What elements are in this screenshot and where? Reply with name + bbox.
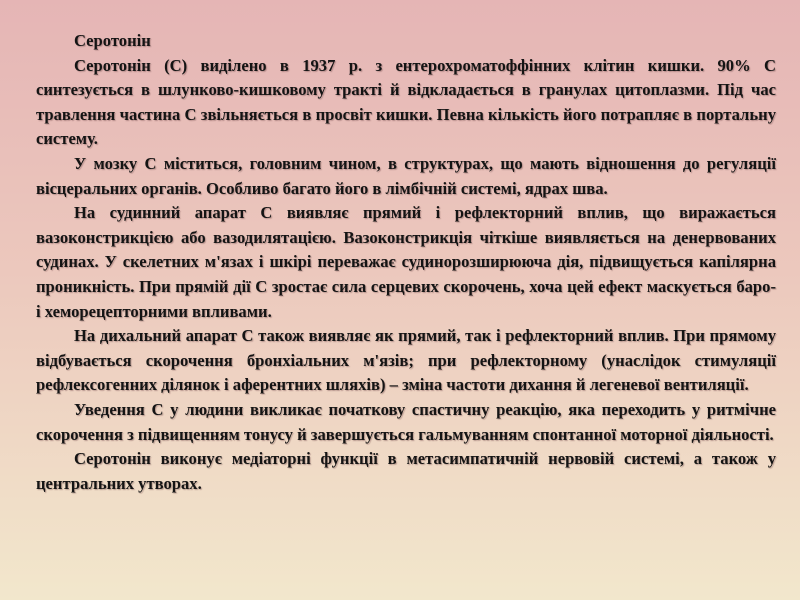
paragraph-administration: Уведення С у людини викликає початкову спастичну реакцію, яка переходить у ритмічне скорочення з підвищенням тонусу й завершується гальмуванням спонтанної моторної діяльності. [36,399,776,444]
paragraph-mediator: Серотонін виконує медіаторні функції в метасимпатичній нервовій системі, а також у центральних утворах. [36,449,776,493]
text-block [36,29,776,496]
paragraph-respiratory: На дихальний апарат С також виявляє як прямий, так і рефлекторний вплив. При прямому відбувається скорочення бронхіальних м'язів; при рефлекторному (унаслідок стимуляції рефлексогенних ділянок і аферентних шляхів) – зміна частоти дихання й легеневої вентиляції. [36,326,776,395]
document-title: Серотонін [74,31,151,50]
paragraph-brain: У мозку С міститься, головним чином, в структурах, що мають відношення до регуляції вісцеральних органів. Особливо багато його в лімбічній системі, ядрах шва. [36,153,776,198]
paragraph-vascular: На судинний апарат С виявляє прямий і рефлекторний вплив, що виражається вазоконстрикцією або вазодилятацією. Вазоконстрикція чіткіше виявляється на денервованих судинах. У скелетних м'язах і шкірі переважає судинорозширююча дія, підвищується капілярна проникність. При прямій дії С зростає сила серцевих скорочень, хоча цей ефект маскується баро- і хеморецепторними впливами. [36,203,776,321]
paragraph-origin: Серотонін (С) виділено в 1937 р. з ентерохроматоффінних клітин кишки. 90% С синтезується в шлунково-кишковому тракті й відкладається в гранулах цитоплазми. Під час травлення частина С звільняється в просвіт кишки. Певна кількість його потрапляє в портальну систему. [36,55,776,149]
